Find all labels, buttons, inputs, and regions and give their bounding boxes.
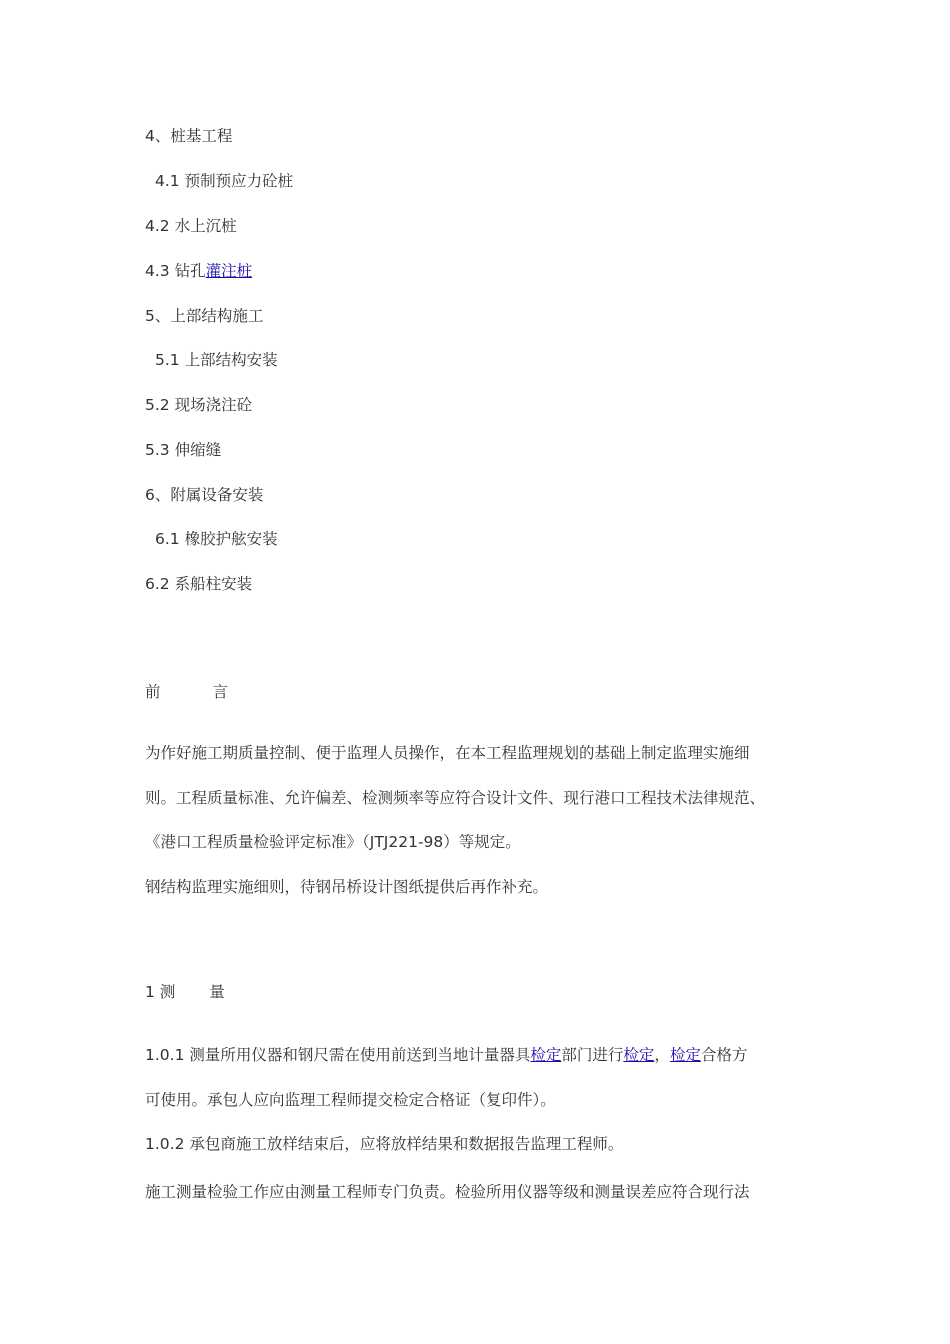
toc-item-6: 6、附属设备安装 [145,486,264,504]
preface-line-3: 《港口工程质量检验评定标准》（JTJ221-98）等规定。 [145,833,521,851]
preface-line-4: 钢结构监理实施细则，待钢吊桥设计图纸提供后再作补充。 [145,878,549,896]
preface-heading [145,682,228,702]
preface-line-1: 为作好施工期质量控制、便于监理人员操作，在本工程监理规划的基础上制定监理实施细 [145,744,750,762]
preface-line-2: 则。工程质量标准、允许偏差、检测频率等应符合设计文件、现行港口工程技术法律规范、 [145,789,766,807]
toc-item-5-3: 5.3 伸缩缝 [145,441,222,459]
toc-item-5-2: 5.2 现场浇注砼 [145,396,253,414]
toc-item-6-2: 6.2 系船柱安装 [145,575,253,593]
link-jianding-3[interactable]: 检定 [669,1046,701,1064]
section-1-heading-a: 1 测 [145,983,176,1001]
toc-item-5-1: 5.1 上部结构安装 [155,351,278,369]
section-1-heading [145,982,225,1002]
section-1-para-2: 1.0.2 承包商施工放样结束后，应将放样结果和数据报告监理工程师。 [145,1135,624,1153]
preface-heading-a: 前 [145,683,161,701]
para-1-text-b: 部门进行 [561,1046,624,1064]
toc-item-4-3-text: 4.3 钻孔 [145,262,206,280]
para-1-text-d: 合格方 [700,1046,748,1064]
toc-item-4-1: 4.1 预制预应力砼桩 [155,172,294,190]
para-1-text-c: ， [654,1046,670,1064]
link-jianding-2[interactable]: 检定 [623,1046,655,1064]
preface-heading-b: 言 [212,683,229,701]
section-1-para-1 [145,1045,747,1065]
para-1-text-a: 1.0.1 测量所用仪器和钢尺需在使用前送到当地计量器具 [145,1046,531,1064]
toc-item-5: 5、上部结构施工 [145,307,264,325]
toc-item-4-2: 4.2 水上沉桩 [145,217,237,235]
toc-item-6-1: 6.1 橡胶护舷安装 [155,530,278,548]
link-guanzhuzhuang[interactable]: 灌注桩 [205,262,253,280]
link-jianding-1[interactable]: 检定 [530,1046,562,1064]
section-1-heading-b: 量 [209,983,225,1001]
section-1-para-3: 施工测量检验工作应由测量工程师专门负责。检验所用仪器等级和测量误差应符合现行法 [145,1183,750,1201]
toc-item-4-3 [145,261,252,281]
toc-item-4: 4、桩基工程 [145,127,233,145]
section-1-para-1-cont: 可使用。承包人应向监理工程师提交检定合格证（复印件）。 [145,1091,556,1109]
